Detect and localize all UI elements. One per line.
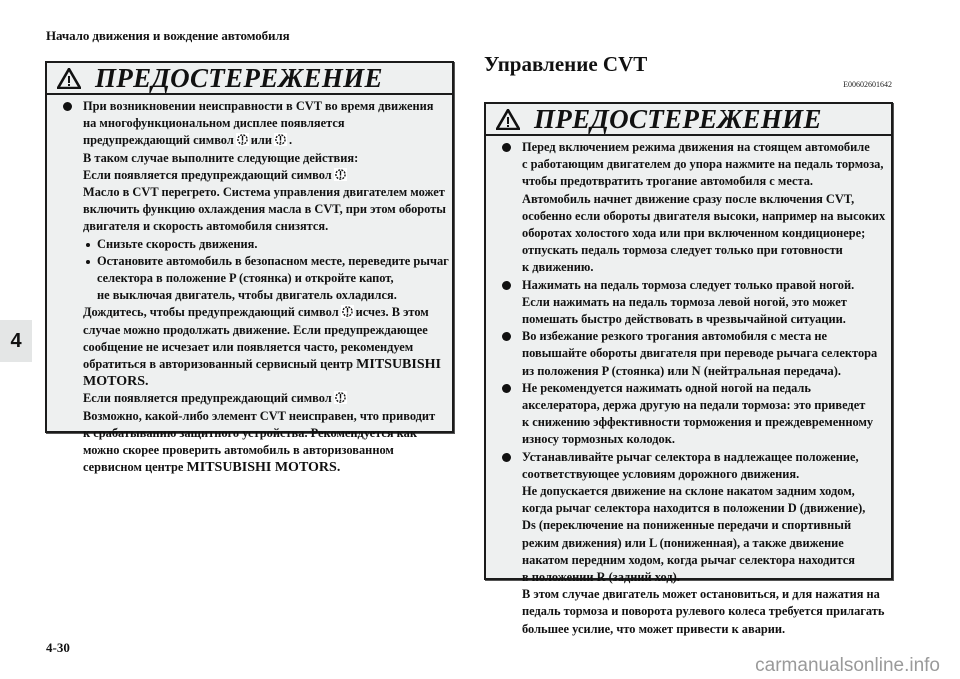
text-line: случае можно продолжать движение. Если предупреждающее — [83, 322, 428, 337]
text-line: соответствующее условиям дорожного движения. — [522, 466, 800, 481]
text-line: сообщение не исчезает или появляется часто, рекомендуем — [83, 339, 414, 354]
small-bullet-icon — [86, 243, 90, 247]
warning-header — [47, 63, 452, 95]
warning-item — [61, 98, 449, 476]
warning-title: ПРЕДОСТЕРЕЖЕНИЕ — [534, 104, 822, 134]
warning-box-cvt-malfunction — [45, 61, 454, 476]
text-line — [83, 390, 444, 407]
bullet-dot-icon — [63, 102, 72, 111]
text-line: Ds (переключение на пониженные передачи и спортивный — [522, 518, 852, 533]
text-line: износу тормозных колодок. — [522, 432, 675, 447]
warning-title: ПРЕДОСТЕРЕЖЕНИЕ — [95, 63, 383, 93]
bullet-dot-icon — [502, 453, 511, 462]
page-number: 4-30 — [46, 640, 70, 655]
text-line — [83, 167, 444, 184]
text-line: накатом передним ходом, когда рычаг селектора находится — [522, 552, 855, 567]
text-line: из положения P (стоянка) или N (нейтральная передача). — [522, 363, 841, 378]
text-line: акселератора, держа другую на педали тормоза: это приведет — [522, 398, 866, 413]
warning-body — [486, 136, 891, 638]
text-span: исчез. В этом — [355, 305, 429, 320]
text-line: селектора в положение P (стоянка) и откройте капот, — [97, 271, 394, 286]
warning-item — [500, 380, 883, 449]
bullet-dot-icon — [502, 384, 511, 393]
sub-item — [83, 236, 444, 253]
bullet-dot-icon — [502, 332, 511, 341]
bullet-dot-icon — [502, 143, 511, 152]
text-line: отпускать педаль тормоза следует только при готовности — [522, 243, 843, 258]
warning-triangle-icon — [496, 109, 520, 130]
text-line: повышайте обороты двигателя при переводе рычага селектора — [522, 346, 878, 361]
text-line: В таком случае выполните следующие действия: — [83, 150, 359, 165]
text-span: сервисном центре — [83, 460, 184, 475]
sub-item — [83, 253, 449, 305]
warning-item — [500, 277, 883, 329]
text-line: помешать быстро действовать в чрезвычайной ситуации. — [522, 312, 846, 327]
text-line — [83, 459, 444, 476]
warning-body — [47, 95, 452, 476]
text-line: оборотах холостого хода или при включенном кондиционере; — [522, 226, 866, 241]
warning-box-cvt-operation — [484, 102, 893, 636]
warning-item — [500, 449, 883, 638]
watermark: carmanualsonline.info — [755, 655, 940, 676]
text-line: Если нажимать на педаль тормоза левой ногой, это может — [522, 294, 847, 309]
text-line: можно скорее проверить автомобиль в авторизованном — [83, 443, 394, 458]
gear-exclamation-icon — [341, 305, 354, 318]
text-line: большее усилие, что может привести к аварии. — [522, 621, 786, 636]
brand-text: MITSUBISHI MOTORS. — [186, 460, 341, 476]
text-line: педаль тормоза и поворота рулевого колеса требуется прилагать — [522, 604, 885, 619]
text-span: предупреждающий символ — [83, 133, 234, 148]
brand-text: MOTORS. — [83, 374, 149, 390]
text-line: Нажимать на педаль тормоза следует только правой ногой. — [522, 277, 855, 292]
small-bullet-icon — [86, 260, 90, 264]
text-line: Во избежание резкого трогания автомобиля с места не — [522, 329, 828, 344]
text-line: к снижению эффективности торможения и преждевременному — [522, 415, 874, 430]
text-span: Дождитесь, чтобы предупреждающий символ — [83, 305, 339, 320]
section-code: E00602601642 — [843, 80, 892, 89]
section-title: Управление CVT — [484, 52, 648, 76]
text-line: особенно если обороты двигателя высоки, например на высоких — [522, 208, 886, 223]
warning-triangle-icon — [57, 68, 81, 89]
text-line: когда рычаг селектора находится в положении D (движение), — [522, 501, 866, 516]
text-line: режим движения) или L (пониженная), а также движение — [522, 535, 844, 550]
text-span: или — [250, 133, 273, 148]
text-line: Масло в CVT перегрето. Система управления двигателем может — [83, 185, 445, 200]
text-line: При возникновении неисправности в CVT во время движения — [83, 99, 434, 113]
text-line — [83, 356, 444, 373]
text-line: к срабатыванию защитного устройства. Рекомендуется как — [83, 425, 417, 440]
text-line: В этом случае двигатель может остановиться, и для нажатия на — [522, 587, 880, 602]
text-line: Перед включением режима движения на стоящем автомобиле — [522, 140, 870, 154]
text-line: двигателя и скорость автомобиля снизятся. — [83, 219, 329, 234]
text-line: на многофункциональном дисплее появляется — [83, 116, 345, 131]
chapter-tab: 4 — [0, 320, 32, 362]
text-line: предупреждающий символ или . — [83, 133, 293, 148]
gear-exclamation-icon — [334, 391, 347, 404]
gear-exclamation-icon — [334, 168, 347, 181]
bullet-dot-icon — [502, 281, 511, 290]
text-line: чтобы предотвратить трогание автомобиля с места. — [522, 174, 814, 189]
text-line: Возможно, какой-либо элемент CVT неисправен, что приводит — [83, 408, 436, 423]
warning-header — [486, 104, 891, 136]
gear-exclamation-icon — [236, 133, 249, 146]
text-span: обратиться в авторизованный сервисный центр — [83, 357, 354, 372]
text-line: не выключая двигатель, чтобы двигатель охладился. — [97, 288, 397, 303]
brand-text: MITSUBISHI — [356, 357, 441, 373]
gear-exclamation-icon — [274, 133, 287, 146]
warning-item — [500, 139, 886, 277]
text-line: Не допускается движение на склоне накатом задним ходом, — [522, 484, 855, 499]
text-line — [83, 304, 444, 321]
text-span: Если появляется предупреждающий символ — [83, 167, 332, 182]
text-line: включить функцию охлаждения масла в CVT, при этом обороты — [83, 202, 446, 217]
running-header: Начало движения и вождение автомобиля — [46, 28, 290, 43]
text-line: Снизьте скорость движения. — [97, 236, 258, 251]
text-line: в положении R (задний ход). — [522, 570, 680, 585]
text-line: Автомобиль начнет движение сразу после включения CVT, — [522, 191, 855, 206]
text-line: Остановите автомобиль в безопасном месте, переведите рычаг — [97, 253, 449, 268]
text-line: с работающим двигателем до упора нажмите на педаль тормоза, — [522, 157, 884, 172]
warning-item — [500, 328, 883, 380]
text-line: Не рекомендуется нажимать одной ногой на педаль — [522, 380, 811, 395]
text-span: Если появляется предупреждающий символ — [83, 391, 332, 406]
text-line: к движению. — [522, 260, 594, 275]
text-line: Устанавливайте рычаг селектора в надлежащее положение, — [522, 449, 859, 464]
